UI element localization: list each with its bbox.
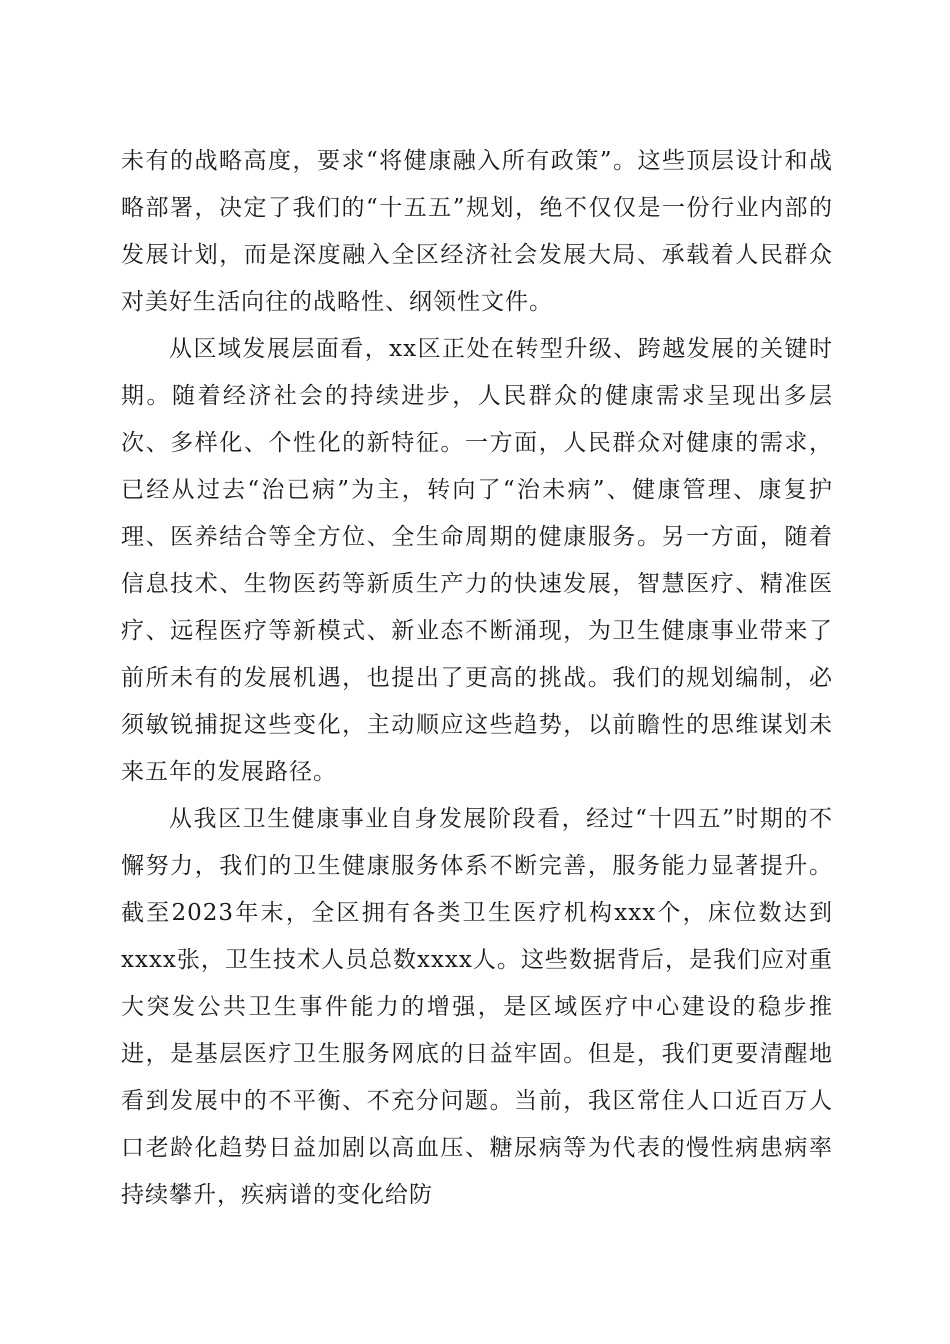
paragraph-regional-development: 从区域发展层面看，xx区正处在转型升级、跨越发展的关键时期。随着经济社会的持续进步，人民群众的健康需求呈现出多层次、多样化、个性化的新特征。一方面，人民群众对健康的需求，已经从过去“治已病”为主，转向了“治未病”、健康管理、康复护理、医养结合等全方位、全生命周期的健康服务。另一方面，随着信息技术、生物医药等新质生产力的快速发展，智慧医疗、精准医疗、远程医疗等新模式、新业态不断涌现，为卫生健康事业带来了前所未有的发展机遇，也提出了更高的挑战。我们的规划编制，必须敏锐捕捉这些变化，主动顺应这些趋势，以前瞻性的思维谋划未来五年的发展路径。 xyxy=(121,336,833,785)
paragraph-health-stage: 从我区卫生健康事业自身发展阶段看，经过“十四五”时期的不懈努力，我们的卫生健康服务体系不断完善，服务能力显著提升。截至2023年末，全区拥有各类卫生医疗机构xxx个，床位数达到xxxx张，卫生技术人员总数xxxx人。这些数据背后，是我们应对重大突发公共卫生事件能力的增强，是区域医疗中心建设的稳步推进，是基层医疗卫生服务网底的日益牢固。但是，我们更要清醒地看到发展中的不平衡、不充分问题。当前，我区常住人口近百万人口老龄化趋势日益加剧以高血压、糖尿病等为代表的慢性病患病率持续攀升，疾病谱的变化给防 xyxy=(121,806,833,1208)
document-body xyxy=(121,138,833,1219)
paragraph-continuation: 未有的战略高度，要求“将健康融入所有政策”。这些顶层设计和战略部署，决定了我们的“十五五”规划，绝不仅仅是一份行业内部的发展计划，而是深度融入全区经济社会发展大局、承载着人民群众对美好生活向往的战略性、纲领性文件。 xyxy=(121,148,833,315)
